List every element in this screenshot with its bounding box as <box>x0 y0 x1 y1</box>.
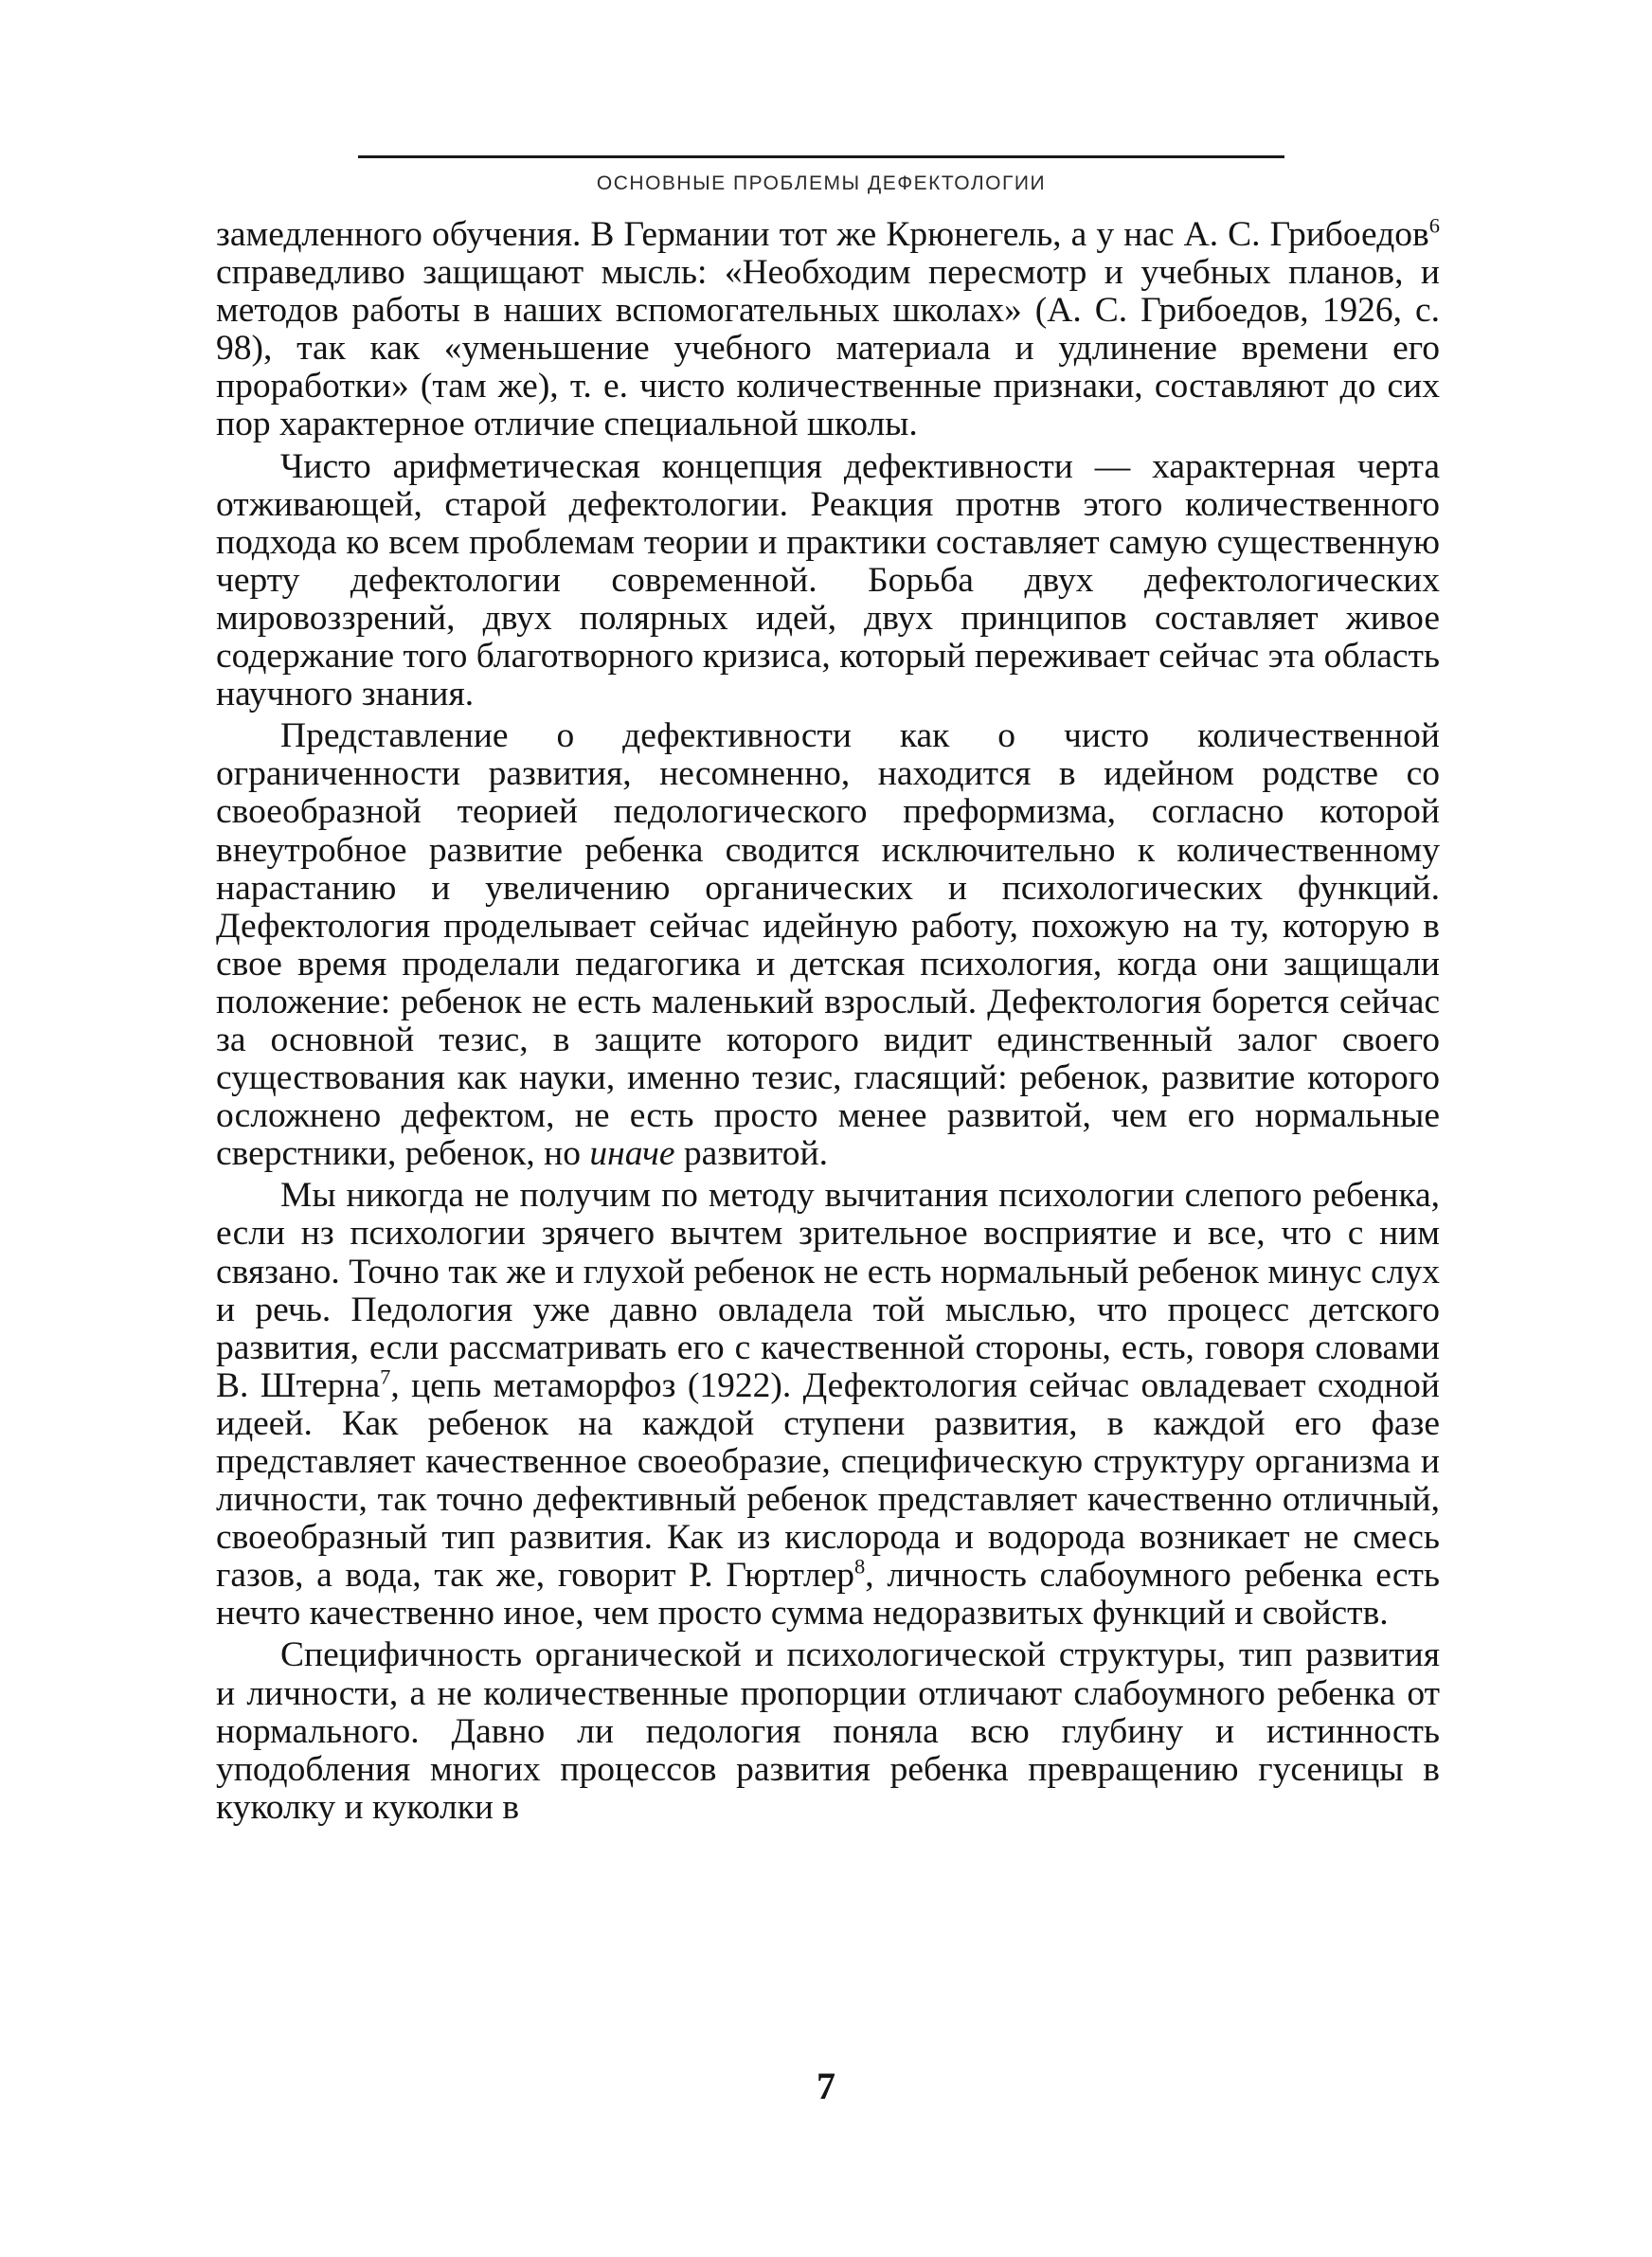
emphasis-text: иначе <box>589 1134 675 1174</box>
footnote-ref: 6 <box>1428 213 1440 238</box>
footnote-ref: 7 <box>380 1364 391 1389</box>
running-head: ОСНОВНЫЕ ПРОБЛЕМЫ ДЕФЕКТОЛОГИИ <box>596 172 1047 194</box>
text-run: Представление о дефективности как о чисто количественной ограниченности развития, несомненно, находится в идейном родстве со своеобразной теорией педологического преформизма, согласно которой внеутробное развитие ребенка сводится исключительно к количественному нарастанию и увеличению органических и психологических функций. Дефектология проделывает сейчас идейную работу, похожую на ту, которую в свое время проделали педагогика и детская психология, когда они защищали положение: ребенок не есть маленький взрослый. Дефектология борется сейчас за основной тезис, в защите которого видит единственный залог своего существования как науки, именно тезис, гласящий: ребенок, развитие которого осложнено дефектом, не есть просто менее развитой, чем его нормальные сверстники, ребенок, но <box>216 716 1440 1174</box>
text-run: справедливо защищают мысль: «Необходим пересмотр и учебных планов, и методов работы в наших вспомогательных школах» (А. С. Грибоедов, 1926, с. 98), так как «уменьшение учебного материала и удлинение времени его проработки» (там же), т. е. чисто количественные признаки, составляют до сих пор характерное отличие специальной школы. <box>216 253 1440 444</box>
paragraph-p5 <box>216 1636 1440 1826</box>
page-number: 7 <box>817 2065 835 2107</box>
paragraph-p3 <box>216 717 1440 1173</box>
text-run: Мы никогда не получим по методу вычитания психологии слепого ребенка, если нз психологии зрячего вычтем зрительное восприятие и все, что с ним связано. Точно так же и глухой ребенок не есть нормальный ребенок минус слух и речь. Педология уже давно овладела той мыслью, что процесс детского развития, если рассматривать его с качественной стороны, есть, говоря словами В. Штерна <box>216 1176 1440 1405</box>
text-run: замедленного обучения. В Германии тот же Крюнегель, а у нас А. С. Грибоедов <box>216 215 1429 254</box>
paragraph-p2 <box>216 448 1440 714</box>
text-run: развитой. <box>674 1134 828 1174</box>
text-run: , личность слабоумного ребенка есть нечто качественно иное, чем просто сумма недоразвитых функций и свойств. <box>216 1556 1440 1634</box>
header-rule <box>358 155 1284 158</box>
text-run: , цепь метаморфоз (1922). Дефектология сейчас овладевает сходной идеей. Как ребенок на каждой ступени развития, в каждой его фазе представляет качественное своеобразие, специфическую структуру организма и личности, так точно дефективный ребенок представляет качественно отличный, своеобразный тип развития. Как из кислорода и водорода возникает не смесь газов, а вода, так же, говорит Р. Гюртлер <box>216 1365 1441 1596</box>
text-run: Чисто арифметическая концепция дефективности — характерная черта отживающей, старой дефектологии. Реакция протнв этого количественного подхода ко всем проблемам теории и практики составляет самую существенную черту дефектологии современной. Борьба двух дефектологических мировоззрений, двух полярных идей, двух принципов составляет живое содержание того благотворного кризиса, который переживает сейчас эта область научного знания. <box>216 446 1440 714</box>
paragraph-p4 <box>216 1177 1440 1633</box>
text-run: Специфичность органической и психологической структуры, тип развития и личности, а не количественные пропорции отличают слабоумного ребенка от нормального. Давно ли педология поняла всю глубину и истинность уподобления многих процессов развития ребенка превращению гусеницы в куколку и куколки в <box>216 1635 1440 1827</box>
body-text <box>216 213 1441 1827</box>
paragraph-p1 <box>216 213 1440 444</box>
footnote-ref: 8 <box>854 1554 866 1579</box>
